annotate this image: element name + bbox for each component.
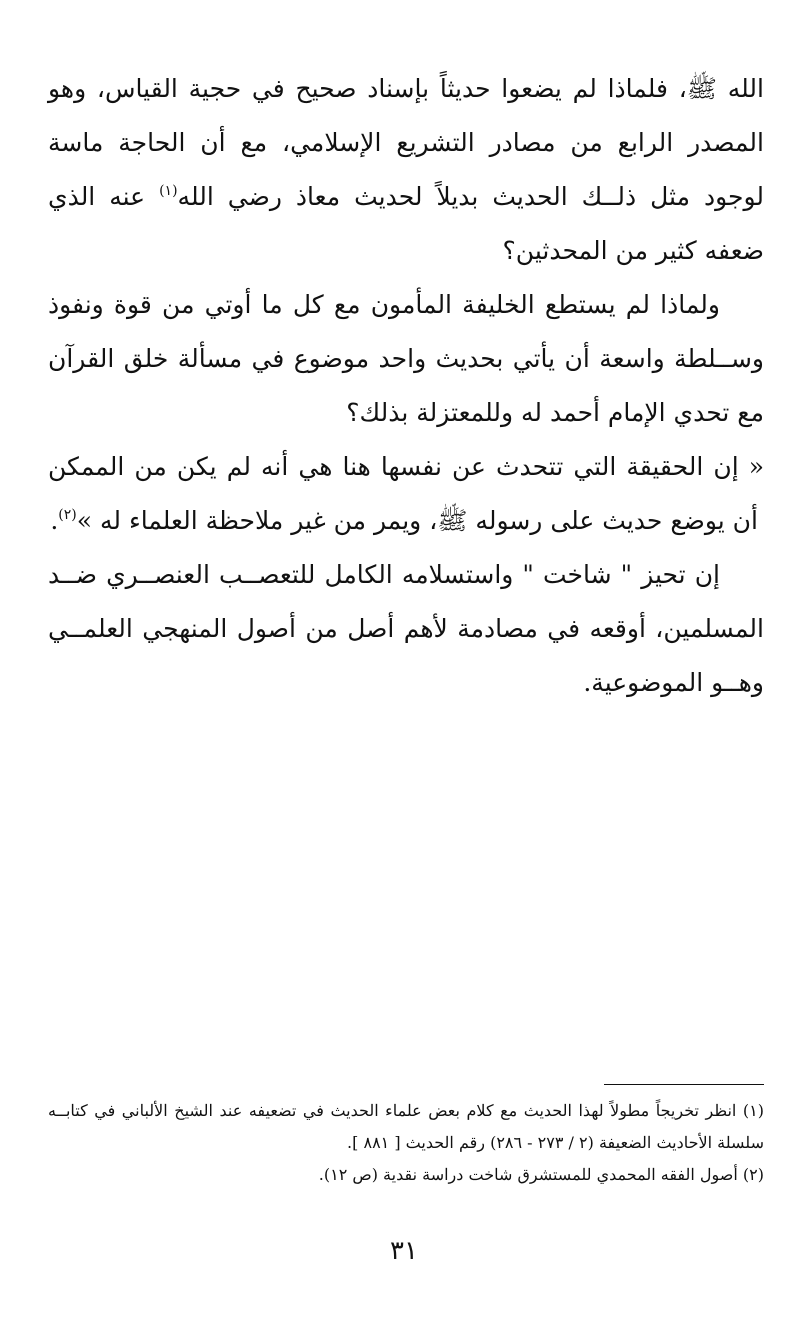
paragraph-1-tail: عنه الذي ضعفه كثير من المحدثين؟ — [48, 182, 764, 265]
paragraph-4 — [48, 548, 764, 710]
paragraph-2-text: ولماذا لم يستطع الخليفة المأمون مع كل ما أوتي من قوة ونفوذ وســلطة واسعة أن يأتي بحديث واحد موضوع في مسألة خلق القرآن مع تحدي الإمام أحمد له وللمعتزلة بذلك؟ — [48, 290, 764, 427]
body-text — [48, 62, 764, 710]
paragraph-1 — [48, 62, 764, 278]
footnote-reference-2[interactable]: (٢) — [58, 507, 77, 523]
paragraph-1-text: الله ﷺ، فلماذا لم يضعوا حديثاً بإسناد صحيح في حجية القياس، وهو المصدر الرابع من مصادر التشريع الإسلامي، مع أن الحاجة ماسة لوجود مثل ذلــك الحديث بديلاً لحديث معاذ رضي الله — [48, 74, 764, 211]
paragraph-3-text: « إن الحقيقة التي تتحدث عن نفسها هنا هي أنه لم يكن من الممكن أن يوضع حديث على رسوله ﷺ، ويمر من غير ملاحظة العلماء له » — [48, 452, 764, 535]
footnote-separator — [604, 1084, 764, 1085]
paragraph-4-text: إن تحيز " شاخت " واستسلامه الكامل للتعصــب العنصــري ضــد المسلمين، أوقعه في مصادمة لأهم أصل من أصول المنهجي العلمــي وهــو الموضوعية. — [48, 560, 764, 697]
paragraph-3-tail: . — [50, 506, 59, 535]
paragraph-2 — [48, 278, 764, 440]
footnote-2: (٢) أصول الفقه المحمدي للمستشرق شاخت دراسة نقدية (ص ١٢). — [318, 1165, 764, 1184]
footnotes-section — [48, 1084, 764, 1191]
paragraph-3-quote — [48, 440, 764, 548]
page-content — [48, 62, 764, 710]
footnote-reference-1[interactable]: (١) — [159, 183, 178, 199]
footnote-1: (١) انظر تخريجاً مطولاً لهذا الحديث مع كلام بعض علماء الحديث في تضعيفه عند الشيخ الألباني في كتابــه سلسلة الأحاديث الضعيفة (٢ / ٢٧٣ - ٢٨٦) رقم الحديث [ ٨٨١ ]. — [48, 1101, 765, 1152]
page-number: ٣١ — [390, 1236, 418, 1266]
